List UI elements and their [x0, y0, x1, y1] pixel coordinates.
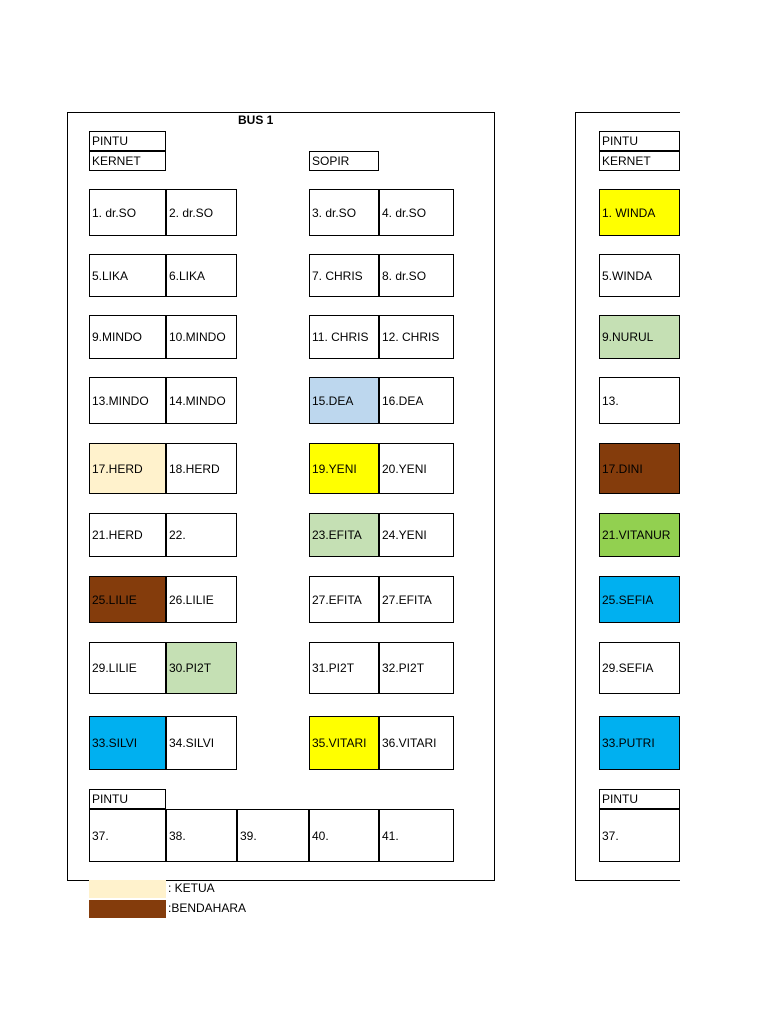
- back-seat-cell: 40.: [309, 809, 379, 862]
- seat-cell: 18.HERD: [166, 443, 237, 494]
- seat-cell: 5.LIKA: [89, 254, 166, 297]
- seat-cell: 25.LILIE: [89, 576, 166, 623]
- seat-cell: 24.YENI: [379, 513, 454, 557]
- seat-cell: 1. WINDA: [599, 189, 680, 236]
- seat-cell: 22.: [166, 513, 237, 557]
- seat-cell: 19.YENI: [309, 443, 379, 494]
- seat-cell: 15.DEA: [309, 377, 379, 424]
- legend-swatch: [89, 880, 166, 898]
- seat-cell: 36.VITARI: [379, 716, 454, 770]
- seat-cell: 33.PUTRI: [599, 716, 680, 770]
- seat-cell: 13.MINDO: [89, 377, 166, 424]
- seat-cell: 12. CHRIS: [379, 315, 454, 359]
- seat-cell: 14.MINDO: [166, 377, 237, 424]
- seat-cell: 23.EFITA: [309, 513, 379, 557]
- seat-cell: 21.HERD: [89, 513, 166, 557]
- back-seat-cell: 38.: [166, 809, 237, 862]
- seat-cell: 11. CHRIS: [309, 315, 379, 359]
- seat-cell: 2. dr.SO: [166, 189, 237, 236]
- seat-cell: 29.SEFIA: [599, 642, 680, 694]
- seat-cell: 17.HERD: [89, 443, 166, 494]
- seat-cell: 9.NURUL: [599, 315, 680, 359]
- seat-cell: 6.LIKA: [166, 254, 237, 297]
- back-seat-cell: 37.: [89, 809, 166, 862]
- seat-cell: 9.MINDO: [89, 315, 166, 359]
- seat-cell: 17.DINI: [599, 443, 680, 494]
- driver-label: SOPIR: [309, 151, 379, 171]
- legend-swatch: [89, 900, 166, 918]
- seat-cell: 4. dr.SO: [379, 189, 454, 236]
- seat-cell: 30.PI2T: [166, 642, 237, 694]
- seat-cell: 10.MINDO: [166, 315, 237, 359]
- seat-cell: 1. dr.SO: [89, 189, 166, 236]
- door-label-bottom: PINTU: [89, 789, 166, 809]
- seat-cell: 16.DEA: [379, 377, 454, 424]
- seat-cell: 7. CHRIS: [309, 254, 379, 297]
- seat-cell: 29.LILIE: [89, 642, 166, 694]
- door-label-bottom: PINTU: [599, 789, 680, 809]
- door-label-top: PINTU: [599, 131, 680, 151]
- conductor-label: KERNET: [599, 151, 680, 171]
- seat-cell: 27.EFITA: [309, 576, 379, 623]
- back-seat-cell: 41.: [379, 809, 454, 862]
- seat-cell: 13.: [599, 377, 680, 424]
- seat-cell: 31.PI2T: [309, 642, 379, 694]
- seat-cell: 34.SILVI: [166, 716, 237, 770]
- seat-cell: 25.SEFIA: [599, 576, 680, 623]
- seat-cell: 35.VITARI: [309, 716, 379, 770]
- conductor-label: KERNET: [89, 151, 166, 171]
- seat-cell: 8. dr.SO: [379, 254, 454, 297]
- seat-cell: 3. dr.SO: [309, 189, 379, 236]
- seat-cell: 32.PI2T: [379, 642, 454, 694]
- seat-cell: 33.SILVI: [89, 716, 166, 770]
- legend-label: : KETUA: [168, 881, 215, 895]
- seat-cell: 26.LILIE: [166, 576, 237, 623]
- door-label-top: PINTU: [89, 131, 166, 151]
- back-seat-cell: 39.: [237, 809, 309, 862]
- seat-cell: 27.EFITA: [379, 576, 454, 623]
- seat-cell: 20.YENI: [379, 443, 454, 494]
- seat-cell: 5.WINDA: [599, 254, 680, 297]
- seat-cell: 21.VITANUR: [599, 513, 680, 557]
- legend-label: :BENDAHARA: [168, 901, 247, 915]
- back-seat-cell: 37.: [599, 809, 680, 862]
- bus-1-title: BUS 1: [238, 113, 274, 127]
